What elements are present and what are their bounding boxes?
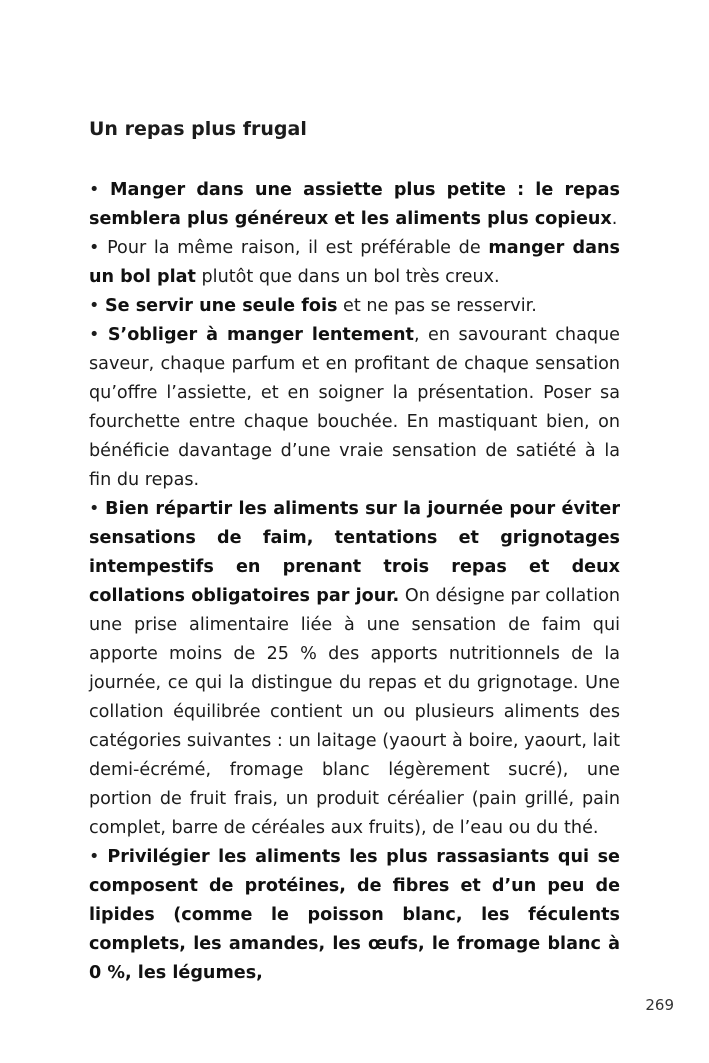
paragraph-item bbox=[89, 495, 620, 843]
bold-text: Privilégier les aliments les plus rassasiants qui se composent de protéines, de fibres et d’un peu de lipides (comme le poisson blanc, les féculents complets, les amandes, les œufs, le fromage blanc à 0 %, les légumes, bbox=[89, 847, 620, 983]
page-number: 269 bbox=[645, 996, 674, 1014]
bullet: • bbox=[89, 238, 108, 258]
bold-text: S’obliger à manger lentement bbox=[107, 325, 414, 345]
section-title: Un repas plus frugal bbox=[89, 118, 307, 140]
regular-text: , en savourant chaque saveur, chaque parfum et en profitant de chaque sensation qu’offre l’assiette, et en soigner la présentation. Poser sa fourchette entre chaque bouchée. En mastiquant bien, on bénéficie davantage d’une vraie sensation de satiété à la fin du repas. bbox=[89, 325, 620, 490]
bullet: • bbox=[89, 325, 108, 345]
regular-text: Pour la même raison, il est préférable de bbox=[107, 238, 489, 258]
regular-text: et ne pas se resservir. bbox=[337, 296, 537, 316]
regular-text: . bbox=[611, 209, 618, 229]
paragraph-item bbox=[89, 176, 620, 234]
bullet: • bbox=[89, 180, 111, 200]
bold-text: Se servir une seule fois bbox=[104, 296, 338, 316]
bold-text: manger dans un bol plat bbox=[89, 238, 620, 287]
bullet: • bbox=[89, 499, 106, 519]
bullet: • bbox=[89, 847, 108, 867]
paragraph-item bbox=[89, 234, 620, 292]
paragraph-item bbox=[89, 843, 620, 988]
bullet: • bbox=[89, 296, 105, 316]
paragraph-item bbox=[89, 321, 620, 495]
regular-text: plutôt que dans un bol très creux. bbox=[195, 267, 500, 287]
paragraph-item bbox=[89, 292, 620, 321]
bold-text: Manger dans une assiette plus petite : le repas semblera plus généreux et les aliments plus copieux bbox=[89, 180, 620, 229]
body-text bbox=[89, 176, 620, 988]
regular-text: On désigne par collation une prise alimentaire liée à une sensation de faim qui apporte moins de 25 % des apports nutritionnels de la journée, ce qui la distingue du repas et du grignotage. Une collation équilibrée contient un ou plusieurs aliments des catégories suivantes : un laitage (yaourt à boire, yaourt, lait demi-écrémé, fromage blanc légèrement sucré), une portion de fruit frais, un produit céréalier (pain grillé, pain complet, barre de céréales aux fruits), de l’eau ou du thé. bbox=[89, 586, 621, 838]
bold-text: Bien répartir les aliments sur la journée pour éviter sensations de faim, tentations et grignotages intempestifs en prenant trois repas et deux collations obligatoires par jour. bbox=[89, 499, 620, 606]
